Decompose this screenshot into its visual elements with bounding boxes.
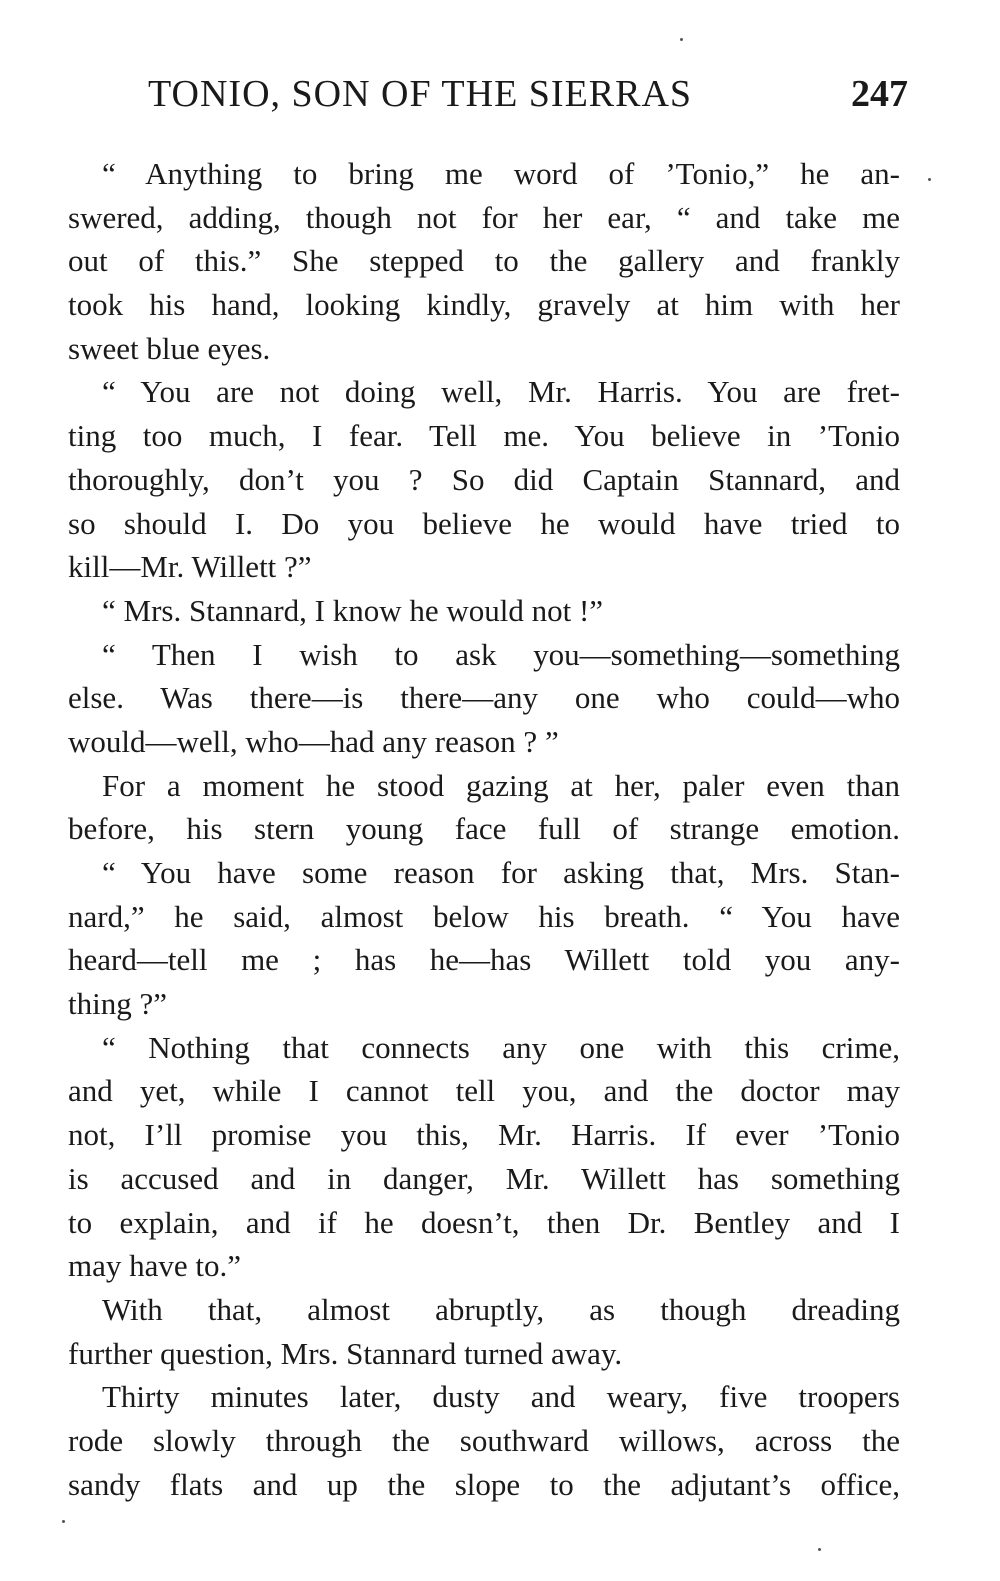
text-line: sandy flats and up the slope to the adjutant’s office, [68,1466,900,1502]
text-line: else. Was there—is there—any one who could—who [68,680,900,716]
text-line: out of this.” She stepped to the gallery and frankly [68,243,900,279]
scan-speck [818,1548,821,1551]
text-line: kill—Mr. Willett ?” [68,549,312,585]
text-line: thing ?” [68,986,167,1022]
running-title: TONIO, SON OF THE SIERRAS [148,73,693,115]
text-line: heard—tell me ; has he—has Willett told you any- [68,942,900,978]
text-line: “ Then I wish to ask you—something—something [102,636,900,672]
scan-speck [928,178,931,181]
text-line: With that, almost abruptly, as though dreading [102,1291,900,1327]
text-line: thoroughly, don’t you ? So did Captain Stannard, and [68,461,900,497]
paragraph [68,633,900,764]
text-line: further question, Mrs. Stannard turned away. [68,1335,623,1371]
paragraph [68,370,900,588]
paragraph [68,589,900,633]
text-line: took his hand, looking kindly, gravely at him with her [68,287,900,323]
text-line: not, I’ll promise you this, Mr. Harris. If ever ’Tonio [68,1117,900,1153]
text-line: Thirty minutes later, dusty and weary, five troopers [102,1379,900,1415]
text-line: “ Nothing that connects any one with this crime, [102,1029,900,1065]
text-line: is accused and in danger, Mr. Willett has something [68,1160,900,1196]
text-line: rode slowly through the southward willows, across the [68,1422,900,1458]
text-line: swered, adding, though not for her ear, “ and take me [68,199,900,235]
text-line: before, his stern young face full of strange emotion. [68,811,900,847]
body-text [68,152,900,1506]
paragraph [68,1288,900,1375]
text-line: “ You have some reason for asking that, Mrs. Stan- [102,855,900,890]
page-number: 247 [851,73,908,115]
running-head [148,72,908,122]
paragraph [68,1375,900,1506]
scan-speck [680,38,683,41]
scan-speck [62,1520,65,1523]
text-line: For a moment he stood gazing at her, paler even than [102,767,900,803]
text-line: “ Mrs. Stannard, I know he would not !” [102,592,604,628]
text-line: to explain, and if he doesn’t, then Dr. Bentley and I [68,1204,900,1240]
paragraph [68,851,900,1026]
paragraph [68,1026,900,1288]
paragraph [68,152,900,370]
text-line: ting too much, I fear. Tell me. You believe in ’Tonio [68,418,900,454]
text-line: “ You are not doing well, Mr. Harris. You are fret- [102,374,900,410]
text-line: and yet, while I cannot tell you, and the doctor may [68,1073,900,1109]
text-line: so should I. Do you believe he would have tried to [68,505,900,541]
paragraph [68,764,900,851]
text-line: sweet blue eyes. [68,330,271,366]
text-line: would—well, who—had any reason ? ” [68,723,559,759]
text-line: nard,” he said, almost below his breath. “ You have [68,898,900,934]
text-line: may have to.” [68,1248,242,1284]
text-line: “ Anything to bring me word of ’Tonio,” he an- [102,156,900,191]
